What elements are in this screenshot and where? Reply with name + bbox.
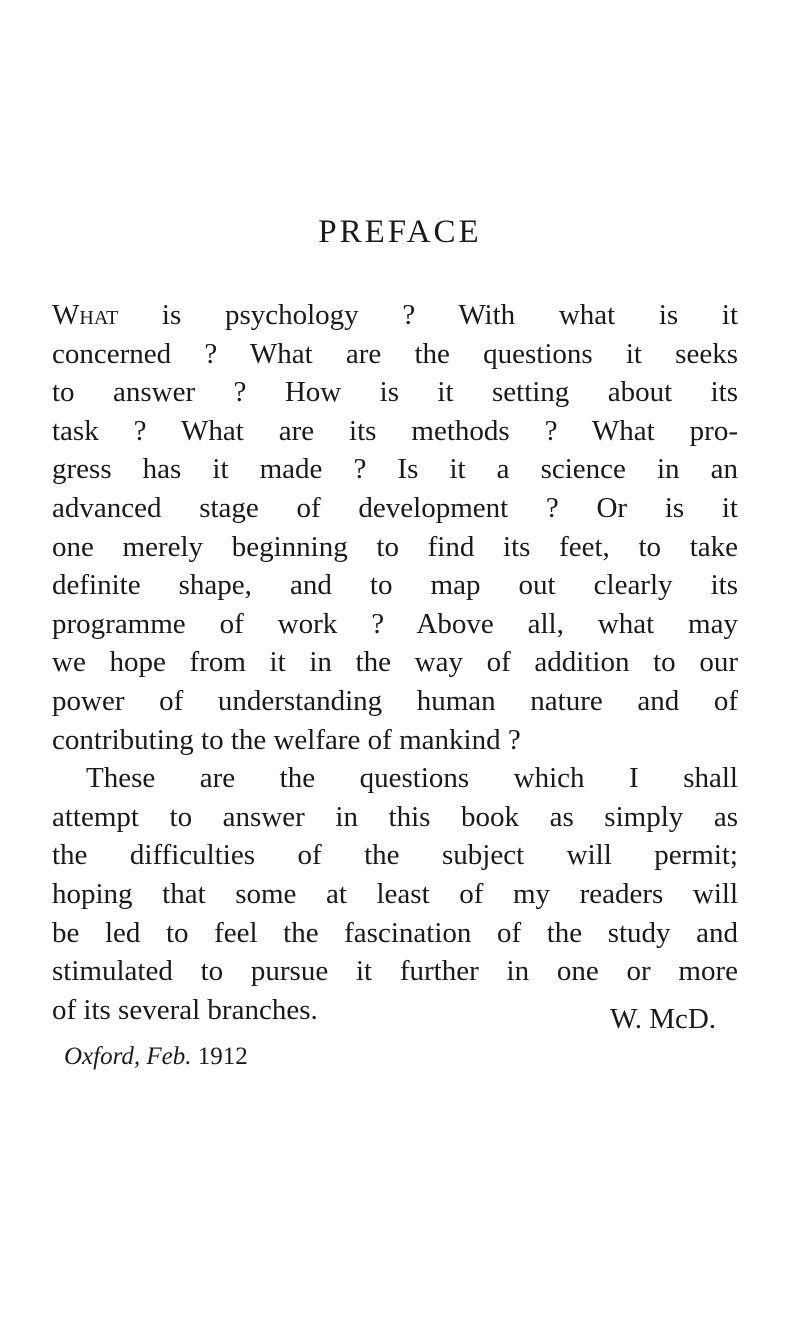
page-title: PREFACE [318, 214, 482, 250]
text-line: the difficulties of the subject will permit; [52, 839, 738, 872]
text-line: attempt to answer in this book as simply as [52, 800, 738, 833]
text-line: concerned ? What are the questions it seeks [52, 337, 738, 370]
dateline [64, 1043, 248, 1071]
text-line: programme of work ? Above all, what may [52, 607, 738, 640]
text-line: What is psychology ? With what is it [52, 299, 738, 331]
text-line: power of understanding human nature and of [52, 684, 738, 717]
preface-body [52, 296, 738, 1029]
text-line: to answer ? How is it setting about its [52, 376, 738, 409]
dateline-place: Oxford, Feb. [64, 1043, 192, 1070]
text-line: definite shape, and to map out clearly its [52, 569, 738, 602]
lead-word: What [52, 299, 119, 331]
text-line: task ? What are its methods ? What pro- [52, 414, 738, 447]
text-line: one merely beginning to find its feet, to take [52, 530, 738, 563]
paragraph-1 [52, 296, 738, 759]
text-line: These are the questions which I shall [86, 762, 738, 795]
text-line: of its several branches. [52, 993, 318, 1026]
text-line: be led to feel the fascination of the study and [52, 916, 738, 949]
text-line: stimulated to pursue it further in one or more [52, 955, 738, 988]
text-line: we hope from it in the way of addition to our [52, 646, 738, 679]
author-signature: W. McD. [610, 1003, 717, 1035]
text-line: advanced stage of development ? Or is it [52, 491, 738, 524]
paragraph-2 [52, 759, 738, 1029]
text-line: contributing to the welfare of mankind ? [52, 723, 521, 756]
text-line: gress has it made ? Is it a science in an [52, 453, 738, 486]
text-line: hoping that some at least of my readers will [52, 877, 738, 910]
dateline-year: 1912 [197, 1043, 248, 1070]
